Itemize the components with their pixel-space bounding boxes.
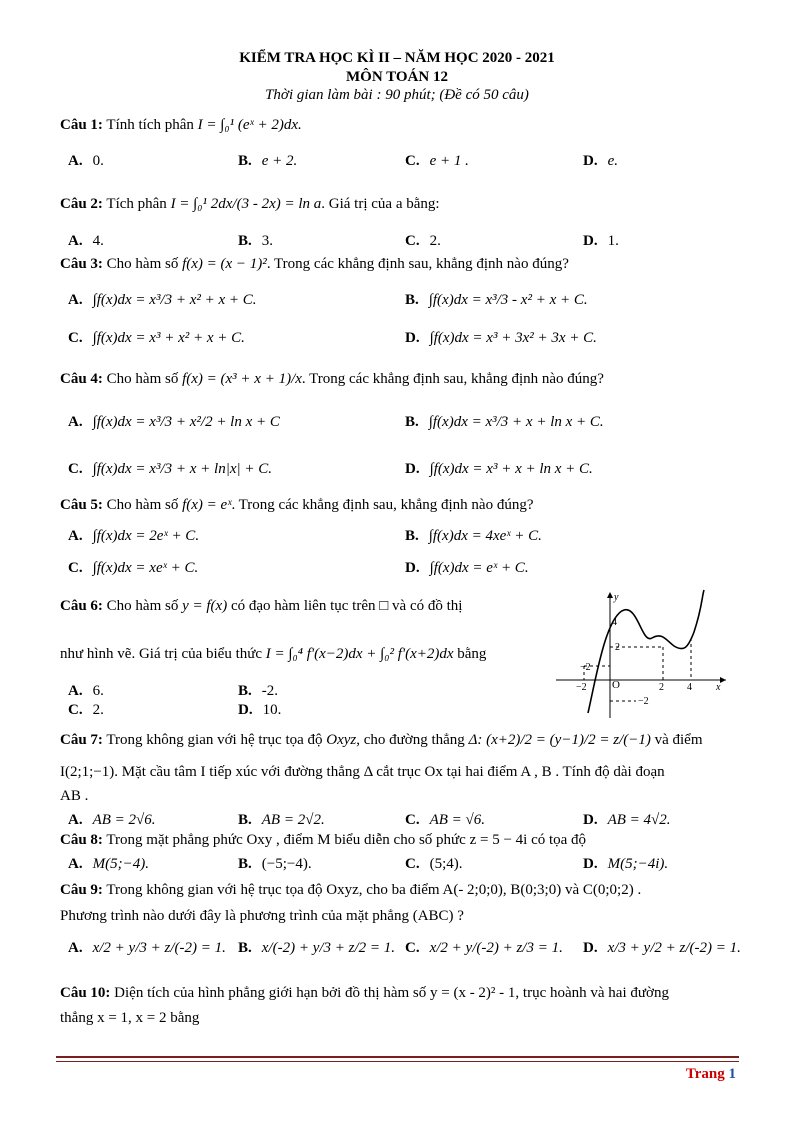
q2-option-a[interactable]: A. 4. — [68, 233, 104, 249]
q3-option-d[interactable]: D. ∫f(x)dx = x³ + 3x² + 3x + C. — [405, 330, 597, 346]
origin-label: O — [612, 679, 620, 691]
question-9 — [60, 882, 641, 899]
question-text: Diện tích của hình phẳng giới hạn bởi đồ thị hàm số y = (x - 2)² - 1, trục hoành và hai đường — [114, 985, 669, 1001]
question-text-2: có đạo hàm liên tục trên — [230, 598, 376, 614]
q3-option-a[interactable]: A. ∫f(x)dx = x³/3 + x² + x + C. — [68, 292, 257, 308]
q1-option-c[interactable]: C. e + 1 . — [405, 153, 469, 169]
exam-duration: Thời gian làm bài : 90 phút; (Đề có 50 câu) — [265, 87, 529, 103]
y-tick-minus-2: −2 — [638, 696, 649, 707]
q2-option-d[interactable]: D. 1. — [583, 233, 619, 249]
question-text-3: và có đồ thị — [392, 598, 463, 614]
question-tail: . Giá trị của a bằng: — [321, 196, 440, 212]
question-8 — [60, 832, 586, 849]
exam-subject: MÔN TOÁN 12 — [346, 69, 448, 85]
question-10 — [60, 985, 669, 1002]
q8-option-b[interactable]: B. (−5;−4). — [238, 856, 312, 872]
question-2 — [60, 196, 440, 213]
q3-option-c[interactable]: C. ∫f(x)dx = x³ + x² + x + C. — [68, 330, 245, 346]
question-formula: y = f(x) — [182, 598, 228, 614]
q7-option-d[interactable]: D. AB = 4√2. — [583, 812, 671, 828]
x-tick-4: 4 — [687, 682, 692, 693]
real-set-glyph: □ — [379, 598, 389, 614]
question-text-4: như hình vẽ. Giá trị của biểu thức — [60, 646, 263, 662]
tick-minus-2-left: −2 — [580, 662, 591, 673]
x-tick-minus-2: −2 — [576, 682, 587, 693]
footer-rule — [56, 1056, 739, 1058]
q9-option-d[interactable]: D. x/3 + y/2 + z/(-2) = 1. — [583, 940, 741, 956]
x-label: x — [716, 682, 721, 693]
question-label: Câu 10: — [60, 985, 111, 1001]
question-text: Tích phân — [106, 196, 167, 212]
q6-option-c[interactable]: C. 2. — [68, 702, 104, 718]
question-tail: . Trong các khẳng định sau, khẳng định nào đúng? — [301, 371, 604, 387]
page-label: Trang — [685, 1066, 725, 1082]
q5-option-a[interactable]: A. ∫f(x)dx = 2eˣ + C. — [68, 528, 200, 544]
line-equation: Δ: (x+2)/2 = (y−1)/2 = z/(−1) — [468, 732, 651, 748]
question-tail: . Trong các khẳng định sau, khẳng định nào đúng? — [266, 256, 569, 272]
question-label: Câu 1: — [60, 117, 103, 133]
question-formula: f(x) = (x − 1)² — [182, 256, 267, 272]
q5-option-d[interactable]: D. ∫f(x)dx = eˣ + C. — [405, 560, 529, 576]
question-6 — [60, 598, 462, 615]
tick-2: 2 — [615, 642, 620, 653]
q8-option-d[interactable]: D. M(5;−4i). — [583, 856, 669, 872]
q2-option-c[interactable]: C. 2. — [405, 233, 441, 249]
q7-option-a[interactable]: A. AB = 2√6. — [68, 812, 156, 828]
q6-option-b[interactable]: B. -2. — [238, 683, 279, 699]
question-text: Cho hàm số — [106, 598, 179, 614]
question-6-cont — [60, 646, 486, 663]
footer-rule-thin — [56, 1061, 739, 1062]
question-formula: I = ∫₀¹ 2dx/(3 - 2x) = ln a — [170, 196, 322, 212]
question-7-cont: I(2;1;−1). Mặt cầu tâm I tiếp xúc với đường thẳng Δ cắt trục Ox tại hai điểm A , B . Tính độ dài đoạn — [60, 764, 665, 780]
function-graph — [556, 588, 736, 720]
q6-option-a[interactable]: A. 6. — [68, 683, 104, 699]
q4-option-c[interactable]: C. ∫f(x)dx = x³/3 + x + ln|x| + C. — [68, 461, 272, 477]
question-7-cont-2: AB . — [60, 788, 89, 804]
question-label: Câu 5: — [60, 497, 103, 513]
q4-option-b[interactable]: B. ∫f(x)dx = x³/3 + x + ln x + C. — [405, 414, 604, 430]
q9-option-b[interactable]: B. x/(-2) + y/3 + z/2 = 1. — [238, 940, 396, 956]
x-tick-2: 2 — [659, 682, 664, 693]
question-4 — [60, 371, 604, 388]
question-label: Câu 3: — [60, 256, 103, 272]
q2-option-b[interactable]: B. 3. — [238, 233, 274, 249]
q5-option-c[interactable]: C. ∫f(x)dx = xeˣ + C. — [68, 560, 199, 576]
q9-option-c[interactable]: C. x/2 + y/(-2) + z/3 = 1. — [405, 940, 563, 956]
exam-title: KIỂM TRA HỌC KÌ II – NĂM HỌC 2020 - 2021 — [239, 50, 555, 66]
question-9-cont: Phương trình nào dưới đây là phương trình của mặt phẳng (ABC) ? — [60, 908, 464, 924]
question-text: Trong mặt phẳng phức Oxy , điểm M biểu diễn cho số phức z = 5 − 4i có tọa độ — [106, 832, 587, 848]
question-text: Cho hàm số — [106, 371, 179, 387]
question-text-2: , cho đường thẳng — [356, 732, 465, 748]
q7-option-c[interactable]: C. AB = √6. — [405, 812, 486, 828]
question-text: Trong không gian với hệ trục tọa độ Oxyz, cho ba điểm A(- 2;0;0), B(0;3;0) và C(0;0;2) . — [106, 882, 642, 898]
x-axis-arrow — [720, 677, 726, 683]
question-label: Câu 2: — [60, 196, 103, 212]
q1-option-d[interactable]: D. e. — [583, 153, 619, 169]
y-axis-arrow — [607, 592, 613, 598]
y-label: y — [614, 592, 619, 603]
question-tail: . Trong các khẳng định sau, khẳng định nào đúng? — [231, 497, 534, 513]
q9-option-a[interactable]: A. x/2 + y/3 + z/(-2) = 1. — [68, 940, 226, 956]
page-number: 1 — [728, 1066, 736, 1082]
question-1 — [60, 117, 302, 134]
question-7 — [60, 732, 703, 749]
page-footer — [686, 1066, 736, 1083]
question-text: Tính tích phân — [106, 117, 194, 133]
q4-option-d[interactable]: D. ∫f(x)dx = x³ + x + ln x + C. — [405, 461, 593, 477]
question-text: Cho hàm số — [106, 256, 179, 272]
question-10-cont: thẳng x = 1, x = 2 bằng — [60, 1010, 200, 1026]
question-3 — [60, 256, 569, 273]
question-formula: I = ∫₀¹ (eˣ + 2)dx. — [197, 117, 302, 133]
tick-4: 4 — [612, 617, 617, 628]
q8-option-c[interactable]: C. (5;4). — [405, 856, 463, 872]
question-text: Trong không gian với hệ trục tọa độ — [106, 732, 323, 748]
q3-option-b[interactable]: B. ∫f(x)dx = x³/3 - x² + x + C. — [405, 292, 588, 308]
question-label: Câu 8: — [60, 832, 103, 848]
question-formula: f(x) = eˣ — [182, 497, 232, 513]
q8-option-a[interactable]: A. M(5;−4). — [68, 856, 149, 872]
question-label: Câu 7: — [60, 732, 103, 748]
coordinate-system: Oxyz — [326, 732, 357, 748]
question-5 — [60, 497, 533, 514]
question-label: Câu 6: — [60, 598, 103, 614]
question-text-3: và điểm — [654, 732, 703, 748]
question-text: Cho hàm số — [106, 497, 179, 513]
question-label: Câu 9: — [60, 882, 103, 898]
q7-option-b[interactable]: B. AB = 2√2. — [238, 812, 325, 828]
curve — [588, 590, 704, 713]
q4-option-a[interactable]: A. ∫f(x)dx = x³/3 + x²/2 + ln x + C — [68, 414, 280, 430]
q1-option-b[interactable]: B. e + 2. — [238, 153, 298, 169]
q5-option-b[interactable]: B. ∫f(x)dx = 4xeˣ + C. — [405, 528, 542, 544]
question-formula: f(x) = (x³ + x + 1)/x — [182, 371, 302, 387]
q6-option-d[interactable]: D. 10. — [238, 702, 282, 718]
question-formula-2: I = ∫₀⁴ f'(x−2)dx + ∫₀² f'(x+2)dx — [265, 646, 454, 662]
question-tail: bằng — [457, 646, 487, 662]
q1-option-a[interactable]: A. 0. — [68, 153, 104, 169]
question-label: Câu 4: — [60, 371, 103, 387]
